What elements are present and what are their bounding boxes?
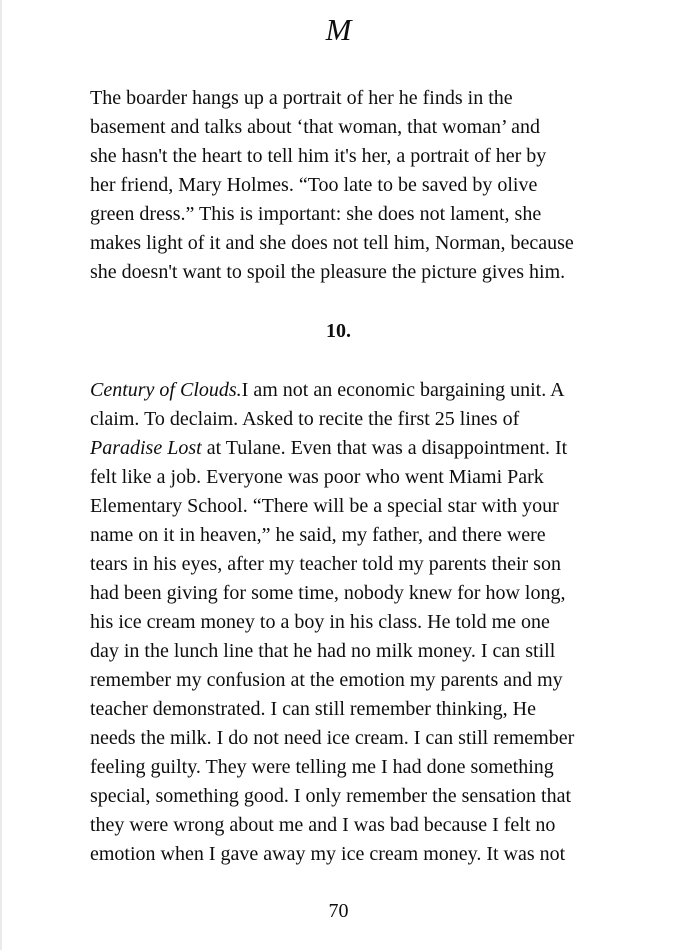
body-text: had been giving for some time, nobody knew for how long, <box>90 582 566 604</box>
body-text: name on it in heaven,” he said, my father, and there were <box>90 524 546 546</box>
paragraph-2 <box>90 376 602 869</box>
body-text: needs the milk. I do not need ice cream. I can still remember <box>90 727 575 749</box>
text-line <box>90 492 602 521</box>
body-text: they were wrong about me and I was bad because I felt no <box>90 814 556 836</box>
italic-text: Century of Clouds. <box>90 379 242 401</box>
body-text: emotion when I gave away my ice cream money. It was not <box>90 843 566 865</box>
body-text: Elementary School. “There will be a special star with your <box>90 495 559 517</box>
running-head: M <box>325 12 352 47</box>
text-line <box>90 434 602 463</box>
text-line <box>90 84 602 113</box>
text-line <box>90 200 602 229</box>
body-text: felt like a job. Everyone was poor who went Miami Park <box>90 466 544 488</box>
text-line <box>90 782 602 811</box>
section-number: 10. <box>326 320 351 342</box>
body-text: The boarder hangs up a portrait of her he finds in the <box>90 87 513 109</box>
italic-text: Paradise Lost <box>90 437 202 459</box>
page-number: 70 <box>328 900 349 922</box>
body-text: green dress.” This is important: she does not lament, she <box>90 203 542 225</box>
text-line <box>90 811 602 840</box>
text-line <box>90 637 602 666</box>
body-text: she doesn't want to spoil the pleasure the picture gives him. <box>90 261 566 283</box>
body-text: remember my confusion at the emotion my parents and my <box>90 669 563 691</box>
text-line <box>90 258 602 287</box>
text-line <box>90 695 602 724</box>
text-line <box>90 608 602 637</box>
body-text: day in the lunch line that he had no milk money. I can still <box>90 640 556 662</box>
body-text: makes light of it and she does not tell him, Norman, because <box>90 232 574 254</box>
body-text: claim. To declaim. Asked to recite the first 25 lines of <box>90 408 520 430</box>
body-text: I am not an economic bargaining unit. A <box>241 379 565 401</box>
paragraph-1 <box>90 84 602 287</box>
body-text: feeling guilty. They were telling me I had done something <box>90 756 554 778</box>
body-text: special, something good. I only remember the sensation that <box>90 785 571 807</box>
text-line <box>90 753 602 782</box>
body-text: her friend, Mary Holmes. “Too late to be saved by olive <box>90 174 538 196</box>
body-text: she hasn't the heart to tell him it's her, a portrait of her by <box>90 145 547 167</box>
text-line <box>90 550 602 579</box>
body-text: tears in his eyes, after my teacher told my parents their son <box>90 553 561 575</box>
text-line <box>90 405 602 434</box>
body-text: teacher demonstrated. I can still remember thinking, He <box>90 698 536 720</box>
text-line <box>90 579 602 608</box>
body-text: his ice cream money to a boy in his class. He told me one <box>90 611 550 633</box>
body-text: at Tulane. Even that was a disappointment. It <box>201 437 568 459</box>
text-line <box>90 142 602 171</box>
text-line <box>90 521 602 550</box>
text-line <box>90 840 602 869</box>
text-line <box>90 666 602 695</box>
text-line <box>90 463 602 492</box>
text-line <box>90 171 602 200</box>
body-text: basement and talks about ‘that woman, that woman’ and <box>90 116 541 138</box>
text-line <box>90 724 602 753</box>
text-line <box>90 113 602 142</box>
text-line <box>90 376 602 405</box>
text-line <box>90 229 602 258</box>
